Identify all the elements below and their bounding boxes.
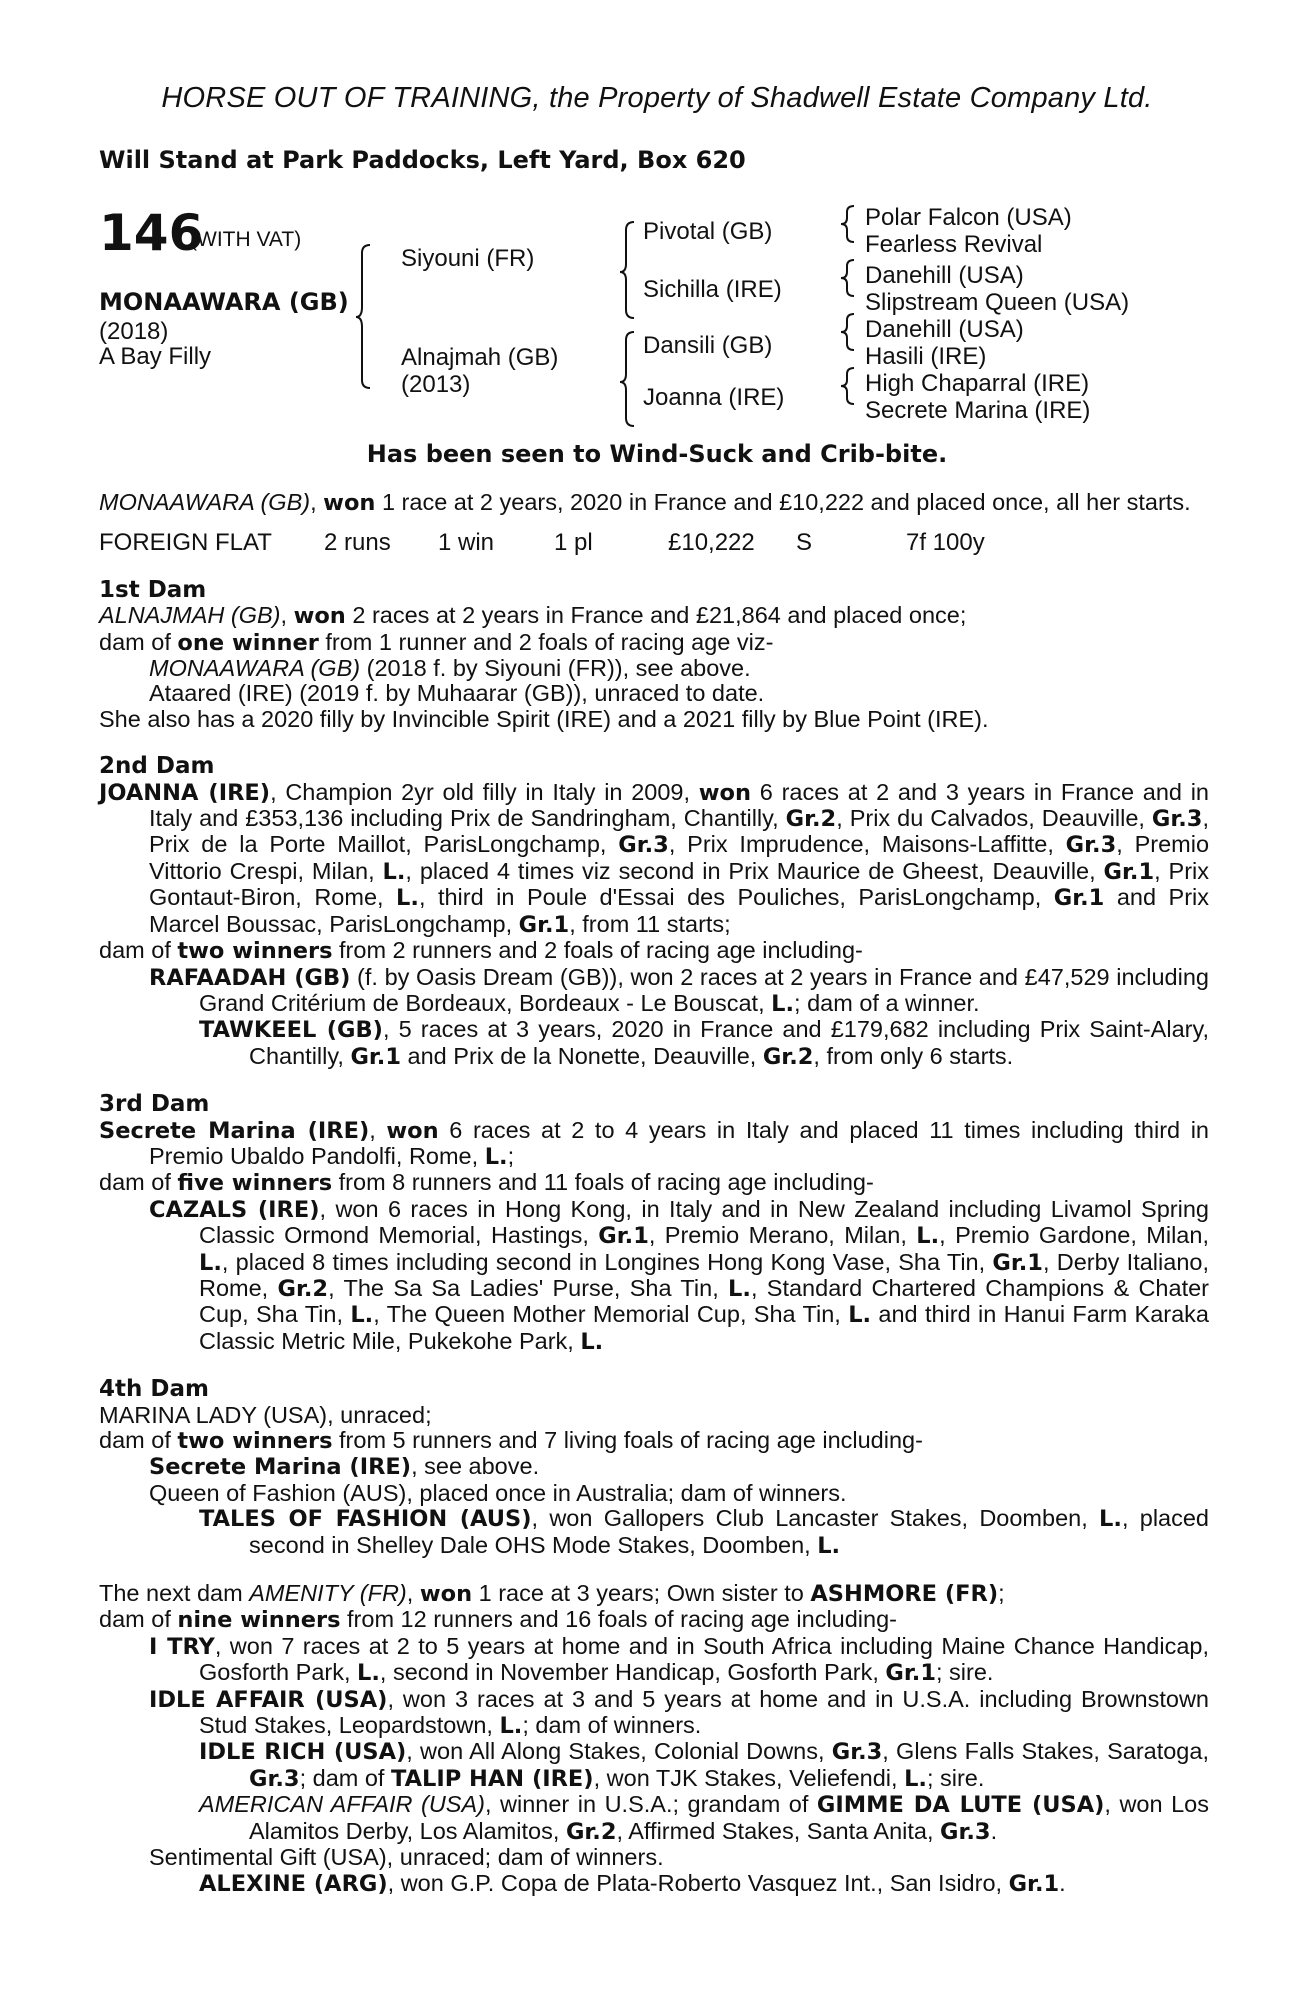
text: , third in Poule d'Essai des Pouliches, ParisLongchamp,	[418, 884, 1054, 911]
grade: L.	[728, 1275, 751, 1302]
grade: Gr.1	[350, 1043, 401, 1070]
grade: L.	[904, 1765, 927, 1792]
pedigree-dam: Alnajmah (GB)	[401, 344, 559, 371]
text: , won Gallopers Club Lancaster Stakes, Doomben,	[531, 1505, 1100, 1532]
summary-text: 1 race at 2 years, 2020 in France and £10,222 and placed once, all her starts.	[375, 489, 1191, 515]
grade: Gr.1	[885, 1660, 936, 1687]
produce-sentimental-gift: Sentimental Gift (USA), unraced; dam of winners.	[149, 1844, 664, 1871]
text: ; dam of winners.	[522, 1712, 702, 1739]
foreign-flat-row	[99, 530, 1209, 555]
flat-distance: 7f 100y	[906, 529, 985, 557]
text: 6 races at 2 to 4 years in Italy and placed 11 times including third in Premio Ubaldo Pandolfi, Rome,	[149, 1116, 1209, 1169]
text: , won 7 races at 2 to 5 years at home and in South Africa including Maine Chance Handicap, Gosforth Park,	[199, 1632, 1209, 1686]
first-dam-note: She also has a 2020 filly by Invincible Spirit (IRE) and a 2021 filly by Blue Point (IRE).	[99, 705, 989, 732]
horse-name: MONAAWARA (GB)	[99, 288, 349, 316]
text: , The Sa Sa Ladies' Purse, Sha Tin,	[328, 1274, 729, 1301]
produce-i-try	[99, 1634, 1209, 1687]
grade: Gr.2	[785, 806, 837, 833]
second-dam-heading: 2nd Dam	[99, 753, 215, 780]
text: , Premio Gardone, Milan,	[939, 1222, 1209, 1249]
grade: Gr.3	[831, 1739, 883, 1766]
stand-location: Will Stand at Park Paddocks, Left Yard, Box 620	[99, 146, 746, 174]
text: , won All Along Stakes, Colonial Downs,	[406, 1738, 832, 1765]
grade: L.	[350, 1302, 374, 1329]
produce-american-affair	[99, 1792, 1209, 1845]
text: and third in Hanui Farm Karaka Classic Metric Mile, Pukekohe Park,	[199, 1301, 1209, 1354]
first-dam-produce	[99, 630, 1209, 656]
horse-name: I TRY	[149, 1633, 215, 1660]
horse-name: ASHMORE (FR)	[810, 1581, 999, 1608]
text: , second in November Handicap, Gosforth Park,	[379, 1659, 886, 1686]
pedigree-bracket-main	[356, 245, 376, 390]
text: , Premio Vittorio Crespi, Milan,	[149, 831, 1210, 884]
grade: Gr.2	[565, 1818, 617, 1845]
text: , 5 races at 3 years, 2020 in France and £179,682 including Prix Saint-Alary, Chantilly,	[249, 1016, 1209, 1069]
bracket-sichilla	[840, 258, 860, 298]
text: from 2 runners and 2 foals of racing age including-	[332, 937, 863, 964]
text: , placed 8 times including second in Longines Hong Kong Vase, Sha Tin,	[221, 1248, 993, 1275]
winners-count: two winners	[177, 938, 333, 965]
first-dam-record: 2 races at 2 years in France and £21,864 and placed once;	[345, 602, 967, 629]
catalogue-body	[99, 490, 1209, 1897]
text: dam of	[99, 1606, 178, 1633]
third-dam-produce	[99, 1170, 1209, 1196]
first-dam-line: ALNAJMAH (GB), won 2 races at 2 years in France and £21,864 and placed once;	[99, 602, 967, 630]
grade: L.	[916, 1223, 940, 1250]
flat-runs: 2 runs	[324, 529, 391, 557]
horse-name: TALIP HAN (IRE)	[391, 1765, 594, 1792]
pedigree-ggs-5: Danehill (USA)	[865, 316, 1024, 343]
won: won	[419, 1581, 473, 1608]
next-dam-name: AMENITY (FR)	[249, 1580, 407, 1607]
flat-going: S	[796, 529, 813, 557]
text: .	[990, 1817, 998, 1844]
grade: L.	[382, 858, 406, 885]
grade: Gr.3	[249, 1765, 300, 1792]
second-dam-produce	[99, 938, 1209, 964]
text: ;	[507, 1142, 515, 1169]
pedigree-ggs-3: Danehill (USA)	[865, 262, 1024, 289]
text: , Prix du Calvados, Deauville,	[836, 805, 1152, 832]
first-dam-foal-1	[99, 656, 1209, 681]
vat-note: (WITH VAT)	[190, 228, 302, 251]
pedigree-dam-dam: Joanna (IRE)	[643, 384, 785, 411]
grade: Gr.1	[992, 1249, 1043, 1276]
grade: L.	[848, 1302, 872, 1329]
grade: L.	[580, 1328, 604, 1355]
next-dam-record	[99, 1581, 1209, 1607]
pedigree-dam-sire: Dansili (GB)	[643, 332, 773, 359]
summary-won: won	[323, 490, 376, 516]
foal-1-text: (2018 f. by Siyouni (FR)), see above.	[360, 655, 751, 682]
horse-name: AMERICAN AFFAIR (USA)	[199, 1791, 485, 1818]
text: , Derby Italiano, Rome,	[199, 1248, 1209, 1301]
text: from 8 runners and 11 foals of racing age including-	[332, 1169, 874, 1196]
flat-label: FOREIGN FLAT	[99, 529, 272, 557]
text: , Premio Merano, Milan,	[648, 1222, 917, 1249]
text: and Prix de la Nonette, Deauville,	[401, 1042, 763, 1069]
bracket-dansili	[840, 312, 860, 352]
produce-rafaadah	[99, 965, 1209, 1018]
pedigree-dam-year: (2013)	[401, 371, 471, 398]
grade: Gr.3	[618, 832, 669, 859]
pedigree-bracket-dam	[620, 332, 640, 432]
text: ; dam of a winner.	[794, 989, 980, 1016]
grade: Gr.3	[940, 1818, 991, 1845]
third-dam-name: Secrete Marina (IRE)	[99, 1117, 370, 1144]
produce-cazals	[99, 1197, 1209, 1355]
grade: L.	[357, 1660, 380, 1687]
pedigree-sire-sire: Pivotal (GB)	[643, 218, 773, 245]
text: , won 3 races at 3 and 5 years at home and in U.S.A. including Brownstown Stud Stakes, Leopardstown,	[199, 1685, 1210, 1739]
text: , Prix Gontaut-Biron, Rome,	[149, 857, 1209, 911]
pedigree-ggs-8: Secrete Marina (IRE)	[865, 397, 1091, 424]
flat-prize: £10,222	[668, 529, 755, 557]
grade: Gr.1	[1103, 858, 1155, 885]
grade: Gr.2	[277, 1275, 329, 1302]
first-dam-won: won	[293, 603, 346, 630]
pedigree-bracket-sire	[620, 222, 640, 322]
horse-name: TALES OF FASHION (AUS)	[199, 1506, 532, 1533]
produce-tawkeel	[99, 1017, 1209, 1070]
third-dam-record	[99, 1118, 1209, 1171]
text: ; sire.	[935, 1659, 994, 1686]
text: , Glens Falls Stakes, Saratoga,	[882, 1738, 1209, 1765]
flat-wins: 1 win	[438, 529, 495, 557]
produce-alexine	[99, 1871, 1209, 1897]
second-dam-name: JOANNA (IRE)	[99, 779, 271, 806]
text: , The Queen Mother Memorial Cup, Sha Tin,	[373, 1301, 849, 1328]
text: , Prix de la Porte Maillot, ParisLongchamp,	[149, 805, 1209, 858]
grade: L.	[817, 1532, 841, 1559]
produce-queen-of-fashion: Queen of Fashion (AUS), placed once in Australia; dam of winners.	[149, 1479, 847, 1506]
horse-name: GIMME DA LUTE (USA)	[816, 1792, 1105, 1819]
grade: L.	[396, 885, 419, 912]
pedigree-ggs-6: Hasili (IRE)	[865, 343, 987, 370]
won: won	[698, 779, 752, 806]
pedigree-ggs-7: High Chaparral (IRE)	[865, 370, 1090, 397]
winners-count: five winners	[177, 1170, 333, 1197]
fourth-dam-record: MARINA LADY (USA), unraced;	[99, 1401, 432, 1428]
pedigree-sire-dam: Sichilla (IRE)	[643, 276, 782, 303]
text: 1 race at 3 years; Own sister to	[472, 1580, 811, 1607]
pedigree-sire: Siyouni (FR)	[401, 245, 535, 272]
text: .	[1059, 1869, 1066, 1896]
horse-name: CAZALS (IRE)	[149, 1196, 320, 1223]
pedigree-ggs-2: Fearless Revival	[865, 231, 1043, 258]
horse-name: RAFAADAH (GB)	[149, 964, 351, 991]
pedigree-ggs-4: Slipstream Queen (USA)	[865, 289, 1130, 316]
text: , placed 4 times viz second in Prix Maurice de Gheest, Deauville,	[405, 857, 1104, 884]
grade: Gr.1	[1053, 885, 1105, 912]
second-dam-record	[99, 780, 1209, 938]
produce-idle-rich	[99, 1739, 1209, 1792]
summary-horse-name: MONAAWARA (GB)	[99, 489, 311, 515]
first-dam-heading: 1st Dam	[99, 576, 207, 603]
text: , won TJK Stakes, Veliefendi,	[593, 1764, 905, 1791]
text: from 5 runners and 7 living foals of racing age including-	[332, 1427, 923, 1453]
fourth-dam-produce	[99, 1428, 1209, 1454]
horse-name: ALEXINE (ARG)	[199, 1870, 388, 1897]
grade: Gr.1	[518, 911, 570, 938]
text: ,	[369, 1116, 387, 1143]
fourth-dam-heading: 4th Dam	[99, 1376, 209, 1403]
page-title: HORSE OUT OF TRAINING, the Property of Shadwell Estate Company Ltd.	[161, 82, 1153, 114]
winners-count: two winners	[177, 1428, 333, 1454]
text: , placed second in Shelley Dale OHS Mode Stakes, Doomben,	[249, 1505, 1209, 1558]
bracket-pivotal	[840, 204, 860, 244]
produce-tales-of-fashion	[99, 1506, 1209, 1559]
third-dam-heading: 3rd Dam	[99, 1091, 210, 1118]
text: and Prix Marcel Boussac, ParisLongchamp,	[149, 884, 1209, 937]
text: , won G.P. Copa de Plata-Roberto Vasquez Int., San Isidro,	[387, 1869, 1009, 1896]
grade: L.	[484, 1143, 508, 1170]
text: , from only 6 starts.	[813, 1042, 1014, 1069]
foaling-year: (2018)	[99, 318, 169, 345]
text: from 12 runners and 16 foals of racing age including-	[340, 1606, 897, 1633]
winners-count: nine winners	[177, 1607, 341, 1634]
text: , won 6 races in Hong Kong, in Italy and in New Zealand including Livamol Spring Classic Ormond Memorial, Hastings,	[199, 1195, 1209, 1249]
text: ; sire.	[926, 1764, 985, 1791]
text: , winner in U.S.A.; grandam of	[484, 1791, 817, 1818]
grade: Gr.1	[598, 1223, 649, 1250]
text: , won Los Alamitos Derby, Los Alamitos,	[249, 1791, 1209, 1844]
first-dam-foal-2: Ataared (IRE) (2019 f. by Muhaarar (GB)), unraced to date.	[149, 680, 765, 707]
grade: L.	[499, 1713, 523, 1740]
grade: Gr.2	[762, 1043, 814, 1070]
first-dam-produce-pre: dam of	[99, 628, 178, 655]
foal-1-name: MONAAWARA (GB)	[149, 655, 361, 682]
grade: Gr.3	[1065, 832, 1117, 859]
text: The next dam	[99, 1580, 250, 1607]
grade: L.	[199, 1249, 222, 1276]
next-dam-produce	[99, 1607, 1209, 1633]
text: , Prix Imprudence, Maisons-Laffitte,	[668, 831, 1066, 858]
text: , from 11 starts;	[569, 910, 731, 937]
text: dam of	[99, 937, 178, 964]
text: , Standard Chartered Champions & Chater Cup, Sha Tin,	[199, 1274, 1209, 1328]
text: dam of	[99, 1427, 178, 1453]
produce-idle-affair	[99, 1687, 1209, 1740]
text: , see above.	[411, 1453, 540, 1480]
horse-name: TAWKEEL (GB)	[199, 1017, 383, 1044]
text: , Affirmed Stakes, Santa Anita,	[616, 1817, 941, 1844]
horse-name: IDLE RICH (USA)	[199, 1739, 407, 1766]
won: won	[386, 1117, 439, 1144]
first-dam-produce-text: from 1 runner and 2 foals of racing age viz-	[318, 628, 774, 655]
first-dam-winners: one winner	[177, 629, 319, 656]
text: ,	[406, 1580, 420, 1607]
text: 6 races at 2 and 3 years in France and in Italy and £353,136 including Prix de Sandringham, Chantilly,	[149, 778, 1209, 832]
grade: L.	[771, 990, 795, 1017]
text: ; dam of	[299, 1764, 391, 1791]
grade: Gr.3	[1151, 806, 1203, 833]
text: , Champion 2yr old filly in Italy in 2009,	[270, 778, 699, 805]
text: dam of	[99, 1169, 178, 1196]
bracket-joanna	[840, 366, 860, 406]
vice-declaration: Has been seen to Wind-Suck and Crib-bite.	[366, 440, 948, 468]
horse-description: A Bay Filly	[99, 343, 212, 370]
race-summary: MONAAWARA (GB), won 1 race at 2 years, 2020 in France and £10,222 and placed once, all her starts.	[99, 489, 1191, 516]
flat-placed: 1 pl	[554, 529, 593, 557]
first-dam-name: ALNAJMAH (GB)	[99, 602, 281, 629]
horse-name: IDLE AFFAIR (USA)	[149, 1686, 388, 1713]
lot-number: 146	[99, 204, 204, 262]
grade: L.	[1099, 1506, 1122, 1533]
text: ;	[998, 1580, 1005, 1607]
pedigree-ggs-1: Polar Falcon (USA)	[865, 204, 1072, 231]
grade: Gr.1	[1008, 1870, 1060, 1897]
produce-secrete-marina	[99, 1454, 1209, 1480]
horse-name: Secrete Marina (IRE)	[149, 1454, 412, 1481]
text: (f. by Oasis Dream (GB)), won 2 races at 2 years in France and £47,529 including Grand Critérium de Bordeaux, Bordeaux - Le Bouscat,	[199, 963, 1209, 1016]
